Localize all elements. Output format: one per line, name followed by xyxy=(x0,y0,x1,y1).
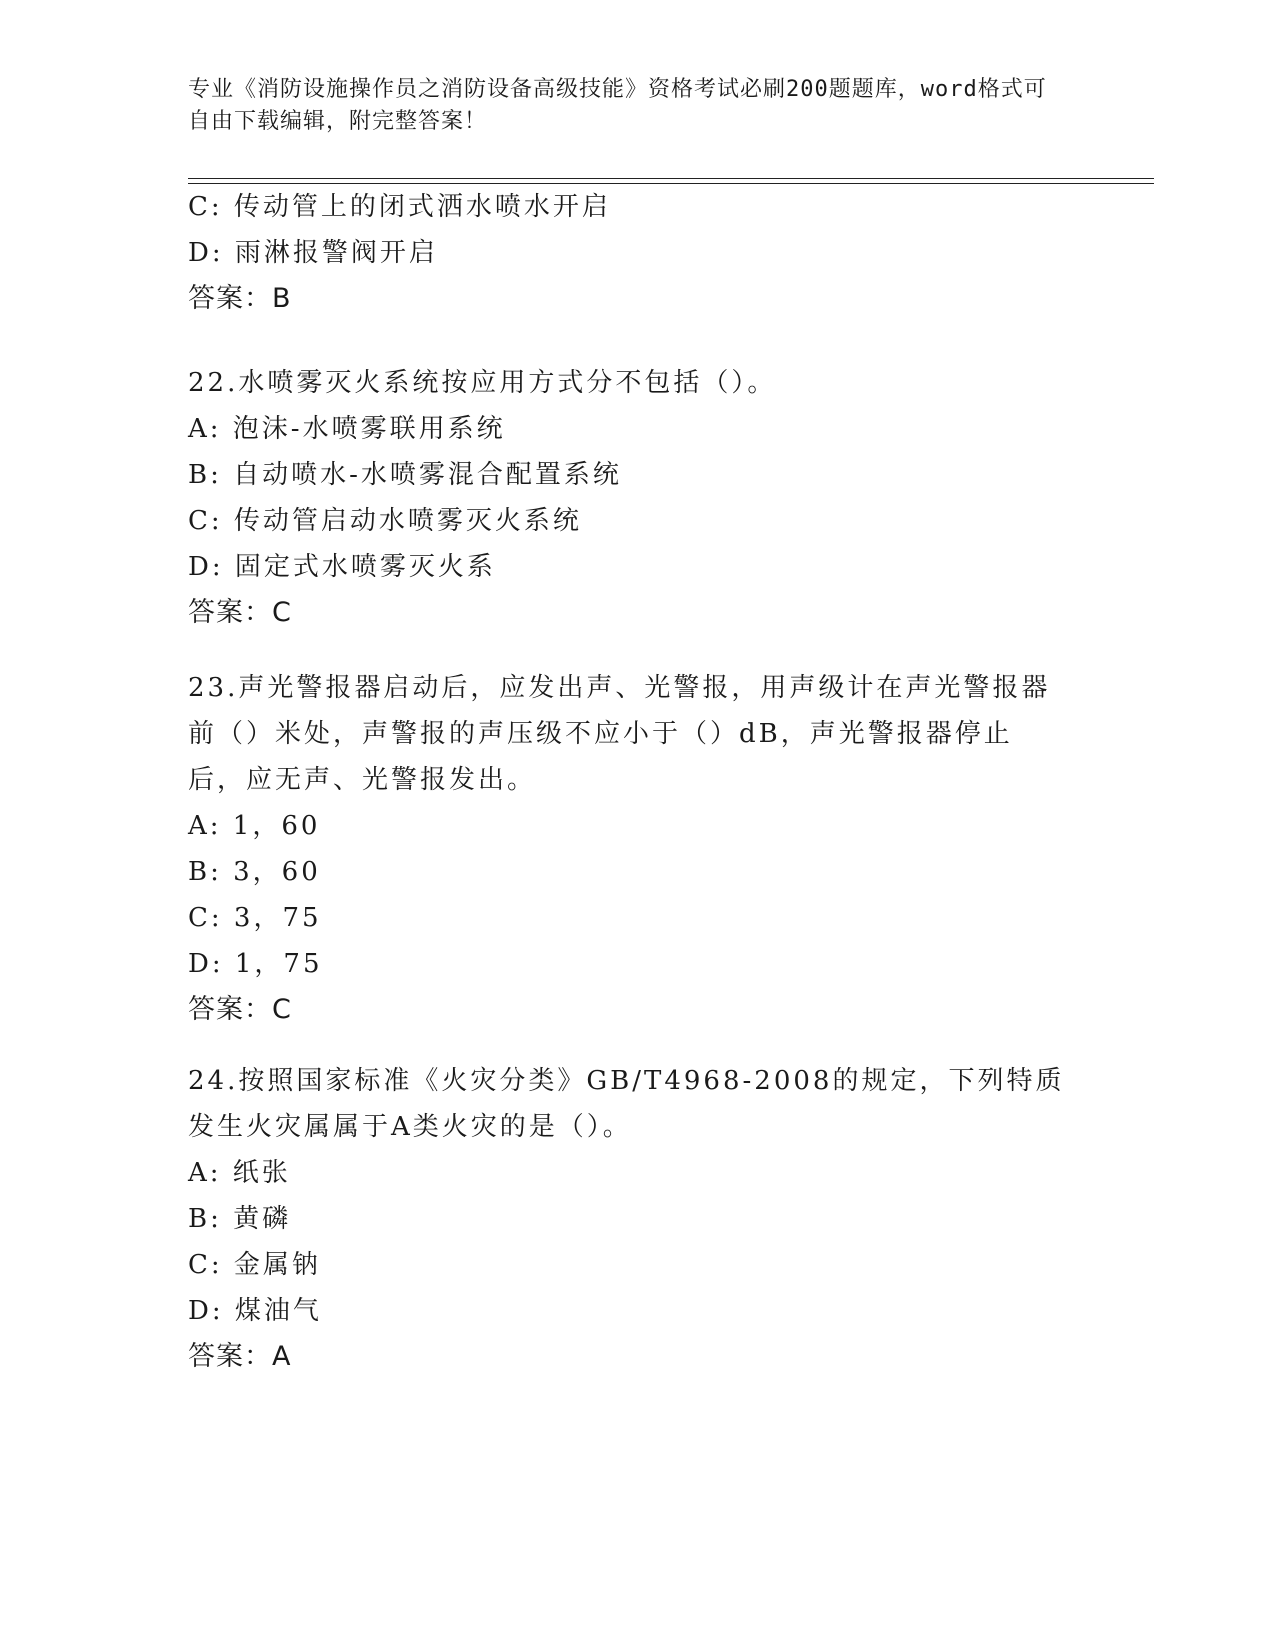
question-21-continued xyxy=(188,184,1088,322)
question-22 xyxy=(188,360,1088,636)
header-divider-top xyxy=(188,178,1154,179)
option-c: C: 金属钠 xyxy=(188,1250,321,1280)
answer: 答案：C xyxy=(188,994,292,1025)
option-a: A: 纸张 xyxy=(188,1158,291,1188)
option-a: A: 1，60 xyxy=(188,811,321,841)
answer: 答案：B xyxy=(188,283,292,314)
answer: 答案：C xyxy=(188,597,292,628)
option-a: A: 泡沫-水喷雾联用系统 xyxy=(188,414,506,444)
question-stem: 24.按照国家标准《火灾分类》GB/T4968-2008的规定，下列特质发生火灾属属于A类火灾的是（）。 xyxy=(188,1066,1065,1142)
option-d: D: 1，75 xyxy=(188,949,323,979)
option-d: D: 雨淋报警阀开启 xyxy=(188,238,438,268)
option-b: B: 自动喷水-水喷雾混合配置系统 xyxy=(188,460,622,490)
option-c: C: 3，75 xyxy=(188,903,322,933)
question-stem: 22.水喷雾灭火系统按应用方式分不包括（）。 xyxy=(188,368,777,398)
question-23 xyxy=(188,665,1088,1033)
option-c: C: 传动管启动水喷雾灭火系统 xyxy=(188,506,582,536)
document-header: 专业《消防设施操作员之消防设备高级技能》资格考试必刷200题题库，word格式可自由下载编辑，附完整答案！ xyxy=(188,77,1047,134)
option-b: B: 3，60 xyxy=(188,857,321,887)
option-b: B: 黄磷 xyxy=(188,1204,292,1234)
option-d: D: 固定式水喷雾灭火系 xyxy=(188,552,496,582)
answer: 答案：A xyxy=(188,1341,292,1372)
question-24 xyxy=(188,1058,1088,1380)
option-d: D: 煤油气 xyxy=(188,1296,322,1326)
question-stem: 23.声光警报器启动后，应发出声、光警报，用声级计在声光警报器前（）米处，声警报的声压级不应小于（）dB，声光警报器停止后，应无声、光警报发出。 xyxy=(188,673,1051,795)
option-c: C: 传动管上的闭式洒水喷水开启 xyxy=(188,192,611,222)
